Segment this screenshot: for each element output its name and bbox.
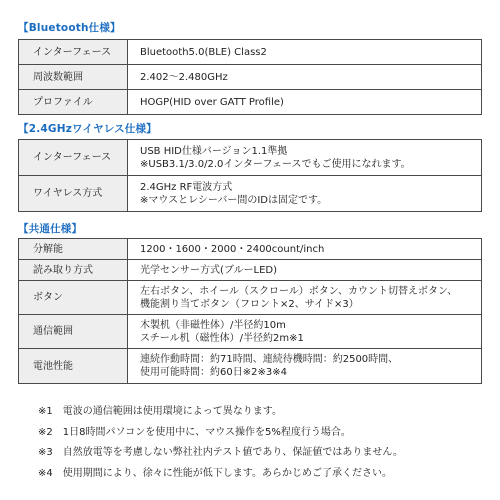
footnote: ※4 使用期間により、徐々に性能が低下します。あらかじめご了承ください。	[38, 467, 392, 479]
table-row	[19, 349, 482, 384]
table-row	[19, 176, 482, 212]
spec-value	[128, 140, 482, 176]
spec-value	[128, 176, 482, 212]
spec-label: 電池性能	[19, 349, 128, 384]
spec-value-line: 機能割り当てボタン（フロント×2、サイド×3）	[140, 298, 359, 310]
spec-value	[128, 65, 482, 90]
spec-value	[128, 349, 482, 384]
spec-label: インターフェース	[19, 40, 128, 65]
spec-value	[128, 315, 482, 349]
spec-value-line: USB HID仕様バージョン1.1準拠	[140, 145, 288, 157]
table-row	[19, 260, 482, 281]
table-row	[19, 239, 482, 260]
spec-value	[128, 281, 482, 315]
spec-value-line: スチール机（磁性体）/半径約2m※1	[140, 332, 304, 344]
spec-label: ワイヤレス方式	[19, 176, 128, 212]
spec-value-line: 木製机（非磁性体）/半径約10m	[140, 319, 286, 331]
spec-value-line: ※マウスとレシーバー間のIDは固定です。	[140, 194, 328, 206]
spec-value-line: Bluetooth5.0(BLE) Class2	[140, 46, 267, 58]
table-row	[19, 90, 482, 115]
table-row	[19, 281, 482, 315]
wireless-spec-table	[18, 139, 482, 212]
spec-label: 通信範囲	[19, 315, 128, 349]
spec-label: ボタン	[19, 281, 128, 315]
common-spec-table	[18, 238, 482, 384]
spec-value-line: 2.402～2.480GHz	[140, 71, 228, 83]
spec-label: インターフェース	[19, 140, 128, 176]
table-row	[19, 140, 482, 176]
section-title-bluetooth: 【Bluetooth仕様】	[18, 22, 121, 34]
spec-value	[128, 90, 482, 115]
spec-value-line: ※USB3.1/3.0/2.0インターフェースでもご使用になれます。	[140, 158, 411, 170]
spec-value-line: 連続作動時間：約71時間、連続待機時間：約2500時間、	[140, 354, 399, 365]
footnotes	[38, 402, 403, 484]
spec-label: プロファイル	[19, 90, 128, 115]
spec-value-line: 1200・1600・2000・2400count/inch	[140, 243, 325, 255]
footnote: ※3 自然放電等を考慮しない弊社社内テスト値であり、保証値ではありません。	[38, 447, 403, 458]
table-row	[19, 40, 482, 65]
section-title-common: 【共通仕様】	[18, 223, 83, 235]
table-row	[19, 315, 482, 349]
footnote: ※2 1日8時間パソコンを使用中に、マウス操作を5%程度行う場合。	[38, 426, 351, 438]
spec-label: 読み取り方式	[19, 260, 128, 281]
spec-value-line: 使用可能時間：約60日※2※3※4	[140, 367, 287, 378]
spec-value	[128, 40, 482, 65]
section-title-wireless: 【2.4GHzワイヤレス仕様】	[18, 123, 157, 135]
spec-value-line: 2.4GHz RF電波方式	[140, 181, 233, 193]
footnote: ※1 電波の通信範囲は使用環境によって異なります。	[38, 406, 282, 417]
spec-value-line: HOGP(HID over GATT Profile)	[140, 96, 284, 108]
spec-value	[128, 239, 482, 260]
bluetooth-spec-table	[18, 39, 482, 115]
spec-value	[128, 260, 482, 281]
spec-value-line: 光学センサー方式(ブルーLED)	[140, 264, 277, 276]
spec-label: 分解能	[19, 239, 128, 260]
table-row	[19, 65, 482, 90]
spec-value-line: 左右ボタン、ホイール（スクロール）ボタン、カウント切替えボタン、	[140, 285, 458, 297]
spec-label: 周波数範囲	[19, 65, 128, 90]
